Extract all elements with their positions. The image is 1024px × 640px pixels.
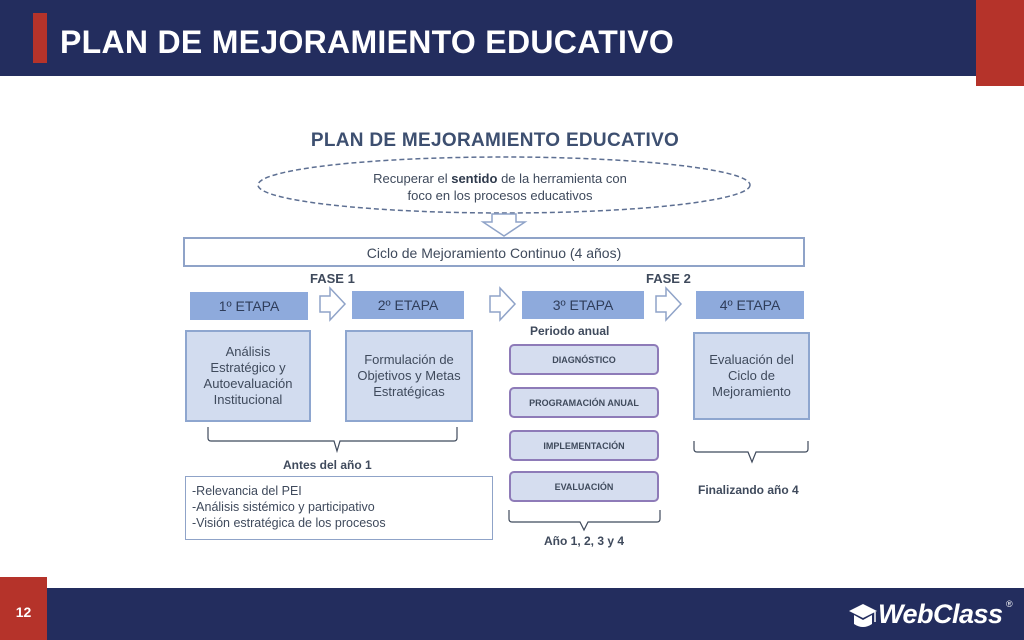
purpose-text-line2: foco en los procesos educativos (407, 188, 593, 203)
purpose-text-pre: Recuperar el (373, 171, 452, 186)
right-arrow-icon-1 (320, 288, 345, 320)
brace-anios (509, 510, 660, 530)
slide-title: PLAN DE MEJORAMIENTO EDUCATIVO (60, 24, 675, 60)
note-item: -Visión estratégica de los procesos (192, 516, 386, 530)
stage-implementacion: IMPLEMENTACIÓN (509, 430, 659, 461)
registered-mark: ® (1006, 599, 1013, 609)
box-analisis-line: Autoevaluación (203, 376, 293, 391)
page-number: 12 (15, 604, 32, 620)
etapa-3: 3º ETAPA (522, 291, 644, 319)
box-analisis-line: Institucional (213, 392, 283, 407)
logo-text: WebClass (878, 599, 1003, 629)
box-formulacion-line: Estratégicas (373, 384, 445, 399)
etapa-1: 1º ETAPA (190, 292, 308, 320)
box-evaluacion-line: Ciclo de (728, 368, 775, 383)
fase-2-label: FASE 2 (646, 271, 691, 286)
notes-box (185, 476, 493, 540)
stage-diagnostico: DIAGNÓSTICO (509, 344, 659, 375)
header-accent (33, 13, 47, 63)
box-formulacion-line: Formulación de (364, 352, 454, 367)
antes-label: Antes del año 1 (283, 458, 372, 472)
cycle-box (183, 237, 805, 267)
right-arrow-icon-3 (656, 288, 681, 320)
note-item: -Relevancia del PEI (192, 484, 302, 498)
webclass-logo (848, 598, 1018, 634)
note-item: -Análisis sistémico y participativo (192, 500, 375, 514)
graduation-cap-icon (848, 600, 878, 634)
fase-1-label: FASE 1 (310, 271, 355, 286)
purpose-text (290, 170, 710, 204)
cycle-label: Ciclo de Mejoramiento Continuo (4 años) (366, 245, 622, 261)
brace-antes (208, 427, 457, 451)
box-analisis-line: Análisis (225, 344, 271, 359)
etapa-4: 4º ETAPA (696, 291, 804, 319)
box-evaluacion-ciclo (693, 332, 810, 420)
brace-finalizando (694, 441, 808, 462)
box-analisis-line: Estratégico y (210, 360, 286, 375)
periodo-anual-label: Periodo anual (530, 324, 610, 338)
box-formulacion (345, 330, 473, 422)
diagram-title: PLAN DE MEJORAMIENTO EDUCATIVO (310, 130, 680, 151)
box-analisis (185, 330, 311, 422)
right-arrow-icon-2 (490, 288, 515, 320)
box-evaluacion-line: Evaluación del (709, 352, 794, 367)
box-evaluacion-line: Mejoramiento (712, 384, 791, 399)
etapa-2: 2º ETAPA (352, 291, 464, 319)
corner-accent (976, 0, 1024, 86)
stage-evaluacion: EVALUACIÓN (509, 471, 659, 502)
purpose-text-post: de la herramienta con (497, 171, 627, 186)
down-arrow-icon (483, 214, 525, 236)
stage-programacion: PROGRAMACIÓN ANUAL (509, 387, 659, 418)
diagram (170, 118, 820, 558)
finalizando-label: Finalizando año 4 (698, 483, 799, 497)
purpose-text-bold: sentido (451, 171, 498, 186)
anios-label: Año 1, 2, 3 y 4 (544, 534, 625, 548)
box-formulacion-line: Objetivos y Metas (357, 368, 461, 383)
